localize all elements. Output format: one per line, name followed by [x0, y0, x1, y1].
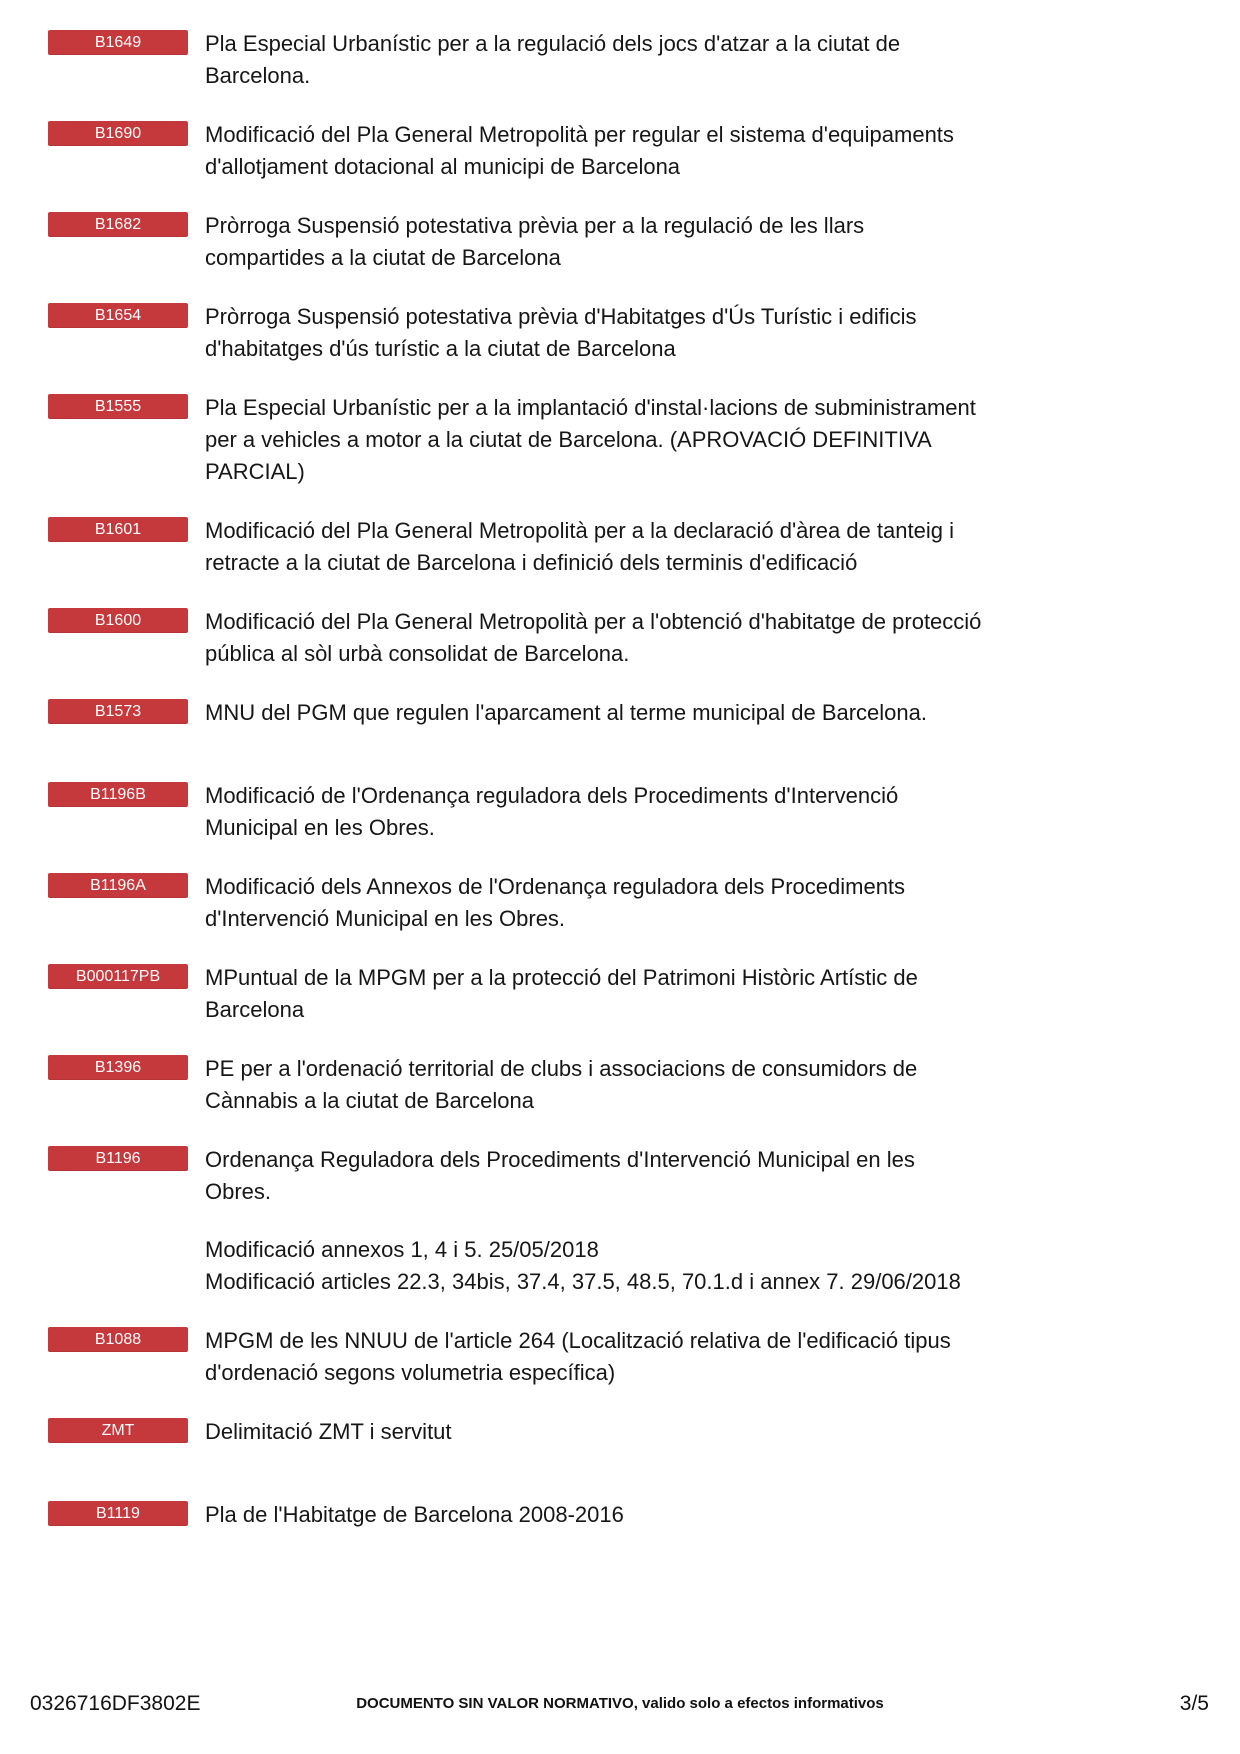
plan-description: [205, 1499, 983, 1531]
plan-description: [205, 697, 983, 729]
plan-description: [205, 871, 983, 935]
plan-code-badge[interactable]: B1690: [48, 121, 188, 146]
plan-entry: [48, 515, 1188, 579]
plan-code-badge[interactable]: B1196B: [48, 782, 188, 807]
plan-description: [205, 1144, 983, 1298]
plan-entry: [48, 606, 1188, 670]
plan-description-line: Delimitació ZMT i servitut: [205, 1419, 452, 1444]
plan-entry: [48, 1144, 1188, 1298]
plan-code-badge[interactable]: B1196: [48, 1146, 188, 1171]
plan-code-badge[interactable]: B1654: [48, 303, 188, 328]
plan-description: [205, 515, 983, 579]
plan-entry: [48, 210, 1188, 274]
plan-code-badge[interactable]: B1555: [48, 394, 188, 419]
plan-list: [48, 28, 1188, 1582]
plan-entry: [48, 392, 1188, 488]
plan-description-line: Pla Especial Urbanístic per a la regulació dels jocs d'atzar a la ciutat de Barcelona.: [205, 31, 901, 88]
plan-description: [205, 606, 983, 670]
plan-entry: [48, 301, 1188, 365]
plan-entry: [48, 1499, 1188, 1555]
plan-code-badge[interactable]: B1573: [48, 699, 188, 724]
document-code: 0326716DF3802E: [30, 1692, 201, 1715]
plan-description-line: Pròrroga Suspensió potestativa prèvia per a la regulació de les llars compartides a la ciutat de Barcelona: [205, 213, 865, 270]
plan-description-line: [205, 1208, 983, 1234]
plan-description-line: MPGM de les NNUU de l'article 264 (Localització relativa de l'edificació tipus d'ordenació segons volumetria específica): [205, 1328, 951, 1385]
plan-code-badge[interactable]: B1600: [48, 608, 188, 633]
plan-description-line: Ordenança Reguladora dels Procediments d'Intervenció Municipal en les Obres.: [205, 1147, 915, 1204]
disclaimer-text: DOCUMENTO SIN VALOR NORMATIVO, valido solo a efectos informativos: [356, 1695, 884, 1712]
plan-entry: [48, 1416, 1188, 1472]
page-number: 3/5: [1179, 1692, 1209, 1715]
plan-entry: [48, 28, 1188, 92]
plan-description-line: Pròrroga Suspensió potestativa prèvia d'Habitatges d'Ús Turístic i edificis d'habitatges d'ús turístic a la ciutat de Barcelona: [205, 304, 917, 361]
plan-description: [205, 1053, 983, 1117]
plan-description-line: MPuntual de la MPGM per a la protecció del Patrimoni Històric Artístic de Barcelona: [205, 965, 918, 1022]
plan-code-badge[interactable]: B1682: [48, 212, 188, 237]
plan-description: [205, 28, 983, 92]
plan-description: [205, 119, 983, 183]
plan-code-badge[interactable]: B1396: [48, 1055, 188, 1080]
plan-description: [205, 780, 983, 844]
plan-description-line: Modificació de l'Ordenança reguladora dels Procediments d'Intervenció Municipal en les Obres.: [205, 783, 899, 840]
plan-description-line: Pla Especial Urbanístic per a la implantació d'instal·lacions de subministrament per a vehicles a motor a la ciutat de Barcelona. (APROVACIÓ DEFINITIVA PARCIAL): [205, 395, 976, 484]
plan-description: [205, 1325, 983, 1389]
plan-entry: [48, 1053, 1188, 1117]
plan-code-badge[interactable]: B1119: [48, 1501, 188, 1526]
plan-entry: [48, 780, 1188, 844]
plan-description-line: Modificació articles 22.3, 34bis, 37.4, 37.5, 48.5, 70.1.d i annex 7. 29/06/2018: [205, 1269, 961, 1294]
plan-description: [205, 392, 983, 488]
plan-entry: [48, 962, 1188, 1026]
plan-entry: [48, 871, 1188, 935]
plan-description-line: Modificació annexos 1, 4 i 5. 25/05/2018: [205, 1237, 599, 1262]
plan-description: [205, 962, 983, 1026]
plan-entry: [48, 119, 1188, 183]
plan-code-badge[interactable]: B1601: [48, 517, 188, 542]
plan-entry: [48, 1325, 1188, 1389]
plan-description-line: Pla de l'Habitatge de Barcelona 2008-2016: [205, 1502, 624, 1527]
plan-code-badge[interactable]: ZMT: [48, 1418, 188, 1443]
plan-description-line: Modificació del Pla General Metropolità per a l'obtenció d'habitatge de protecció pública al sòl urbà consolidat de Barcelona.: [205, 609, 982, 666]
plan-code-badge[interactable]: B1649: [48, 30, 188, 55]
plan-description: [205, 210, 983, 274]
plan-description-line: MNU del PGM que regulen l'aparcament al terme municipal de Barcelona.: [205, 700, 927, 725]
plan-entry: [48, 697, 1188, 753]
plan-description-line: PE per a l'ordenació territorial de clubs i associacions de consumidors de Cànnabis a la ciutat de Barcelona: [205, 1056, 918, 1113]
plan-description: [205, 301, 983, 365]
plan-code-badge[interactable]: B1088: [48, 1327, 188, 1352]
plan-description-line: Modificació dels Annexos de l'Ordenança reguladora dels Procediments d'Intervenció Municipal en les Obres.: [205, 874, 906, 931]
plan-description-line: Modificació del Pla General Metropolità per regular el sistema d'equipaments d'allotjament dotacional al municipi de Barcelona: [205, 122, 954, 179]
plan-description-line: Modificació del Pla General Metropolità per a la declaració d'àrea de tanteig i retracte a la ciutat de Barcelona i definició dels terminis d'edificació: [205, 518, 954, 575]
page-footer: [0, 1686, 1240, 1726]
plan-code-badge[interactable]: B1196A: [48, 873, 188, 898]
plan-code-badge[interactable]: B000117PB: [48, 964, 188, 989]
plan-description: [205, 1416, 983, 1448]
